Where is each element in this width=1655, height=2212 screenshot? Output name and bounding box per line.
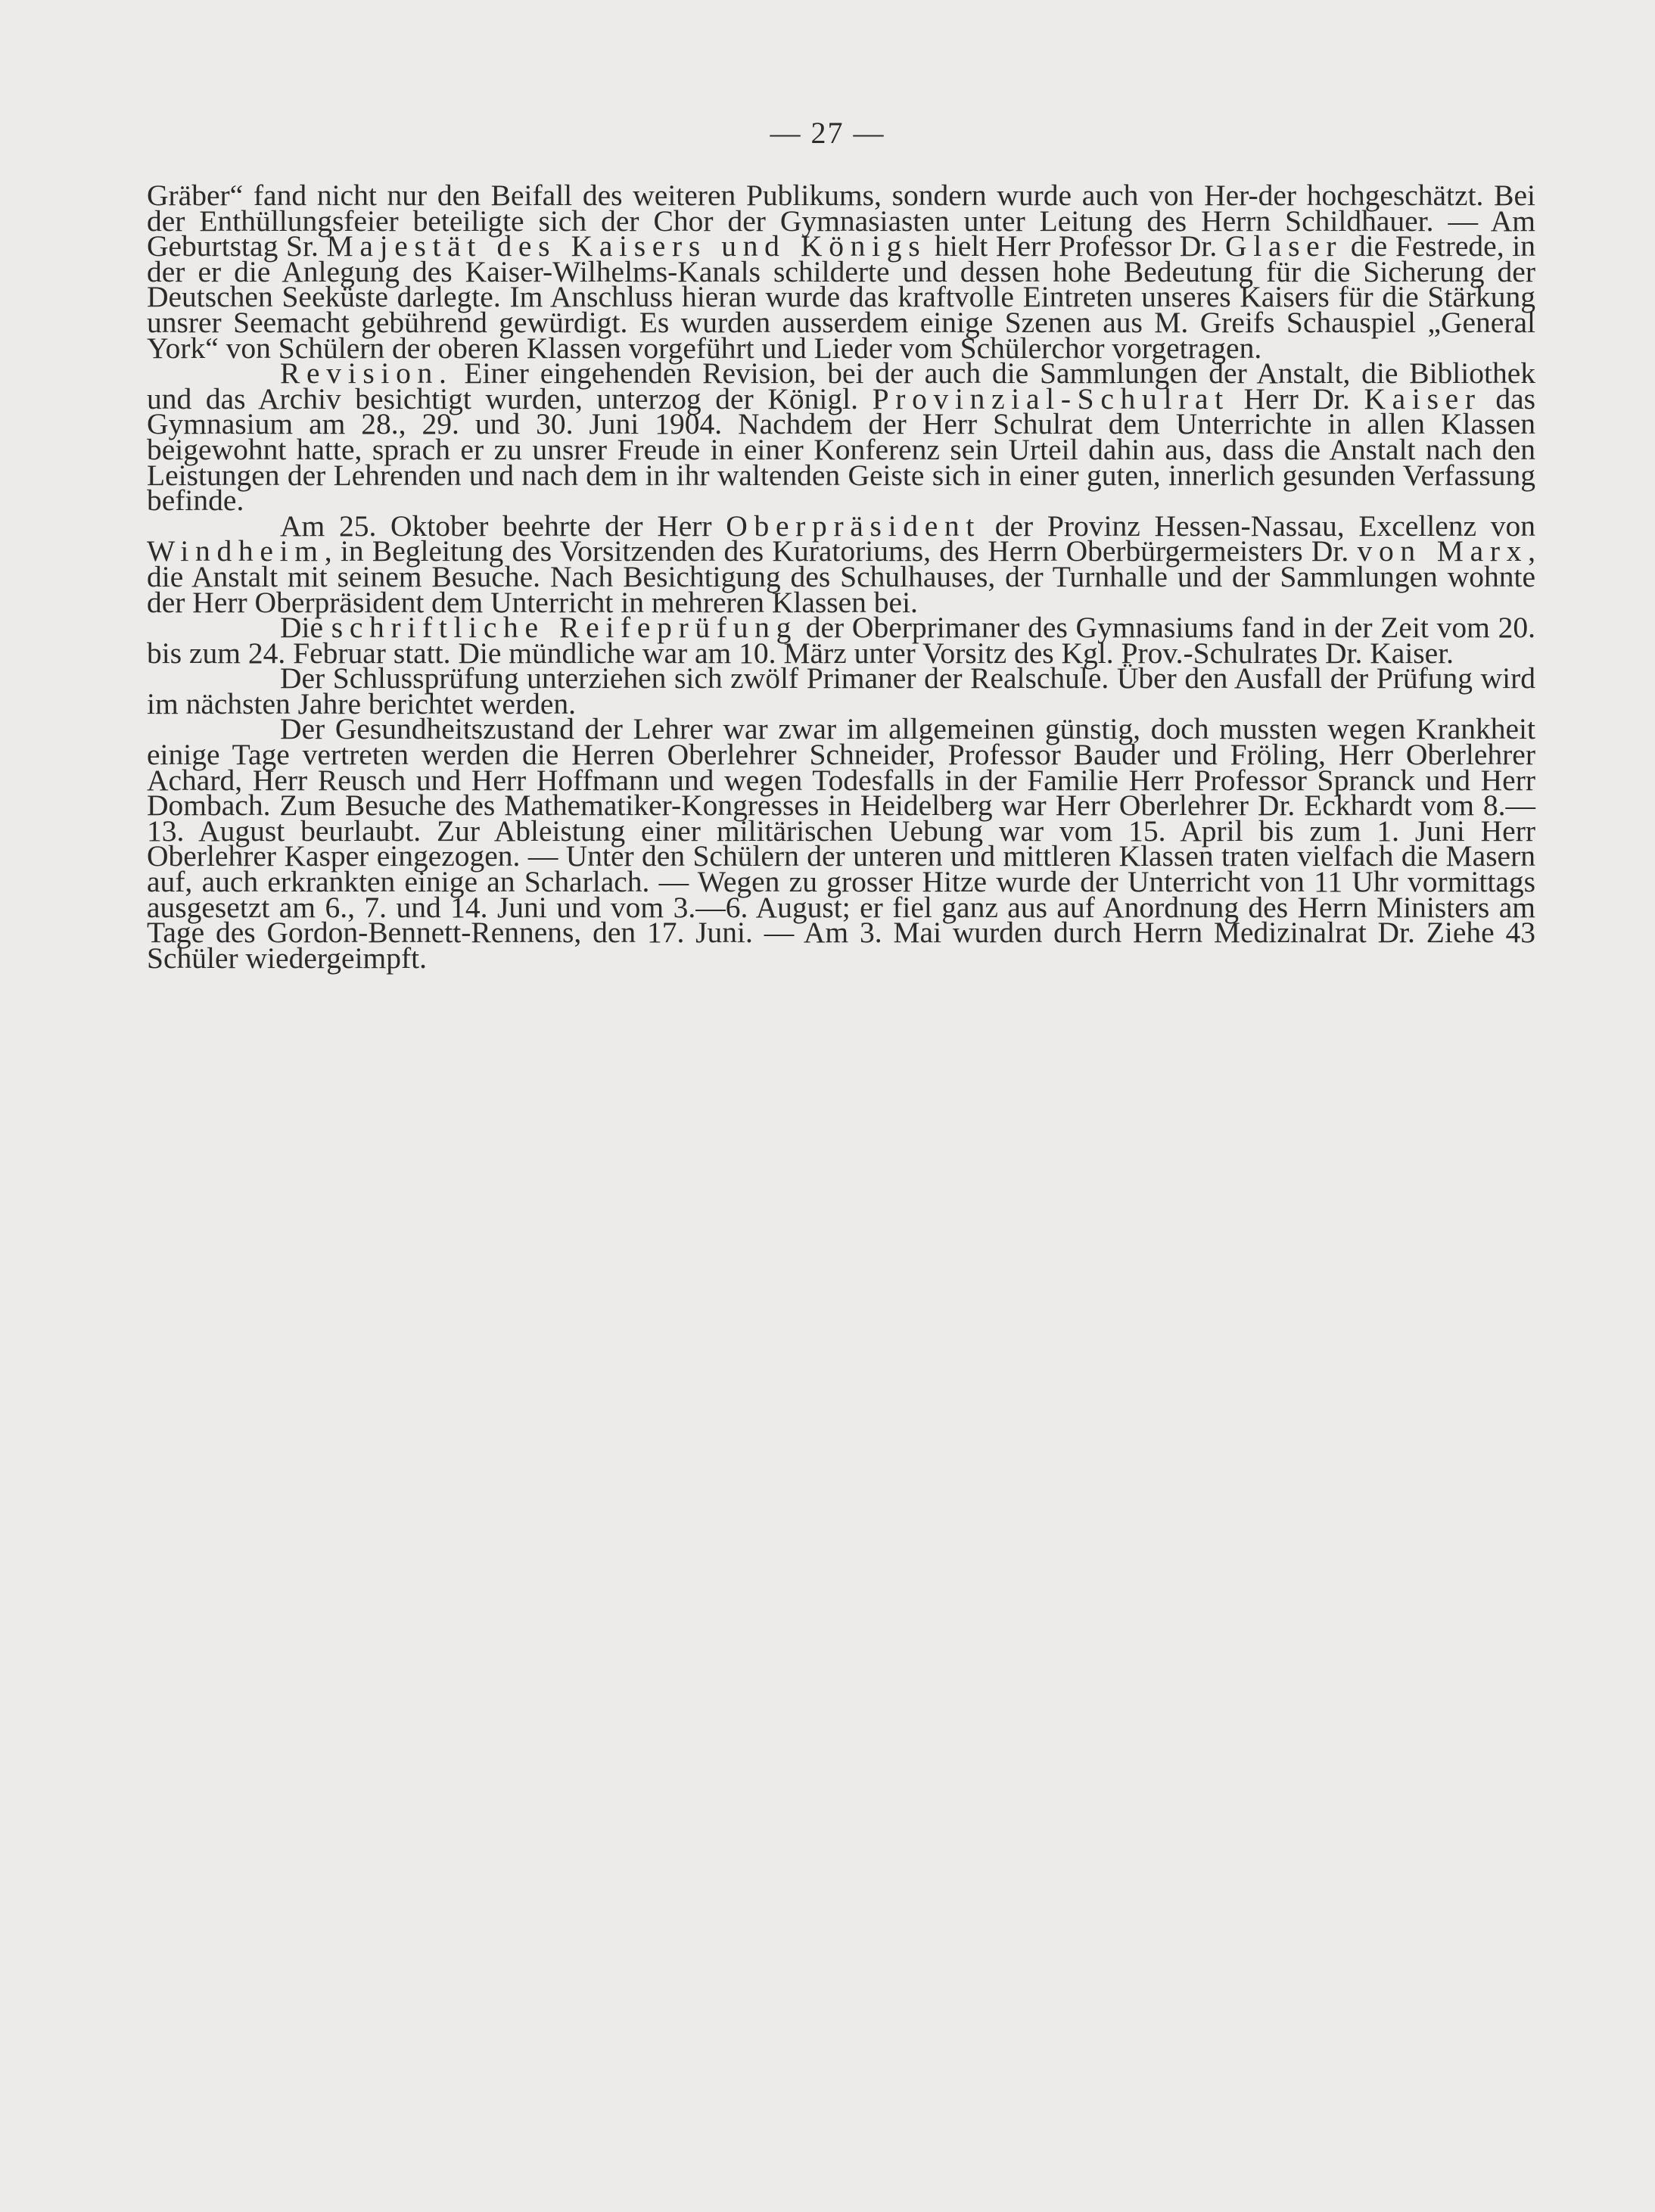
paragraph-reifepruefung [147,611,1535,670]
paragraph-gesundheitszustand [147,712,1535,975]
page-number: — 27 — [770,116,885,150]
text-segment: Einer eingehenden Revision, bei der auch die Sammlungen der Anstalt, die Bibliothek und das Archiv besichtigt wurden, unterzog der Königl. [147,356,1535,415]
spaced-emphasis: Oberpräsident [726,509,981,543]
paragraph-revision [147,356,1535,518]
spaced-emphasis: Glaser [1224,229,1343,263]
text-segment: der Provinz Hessen-Nassau, Excellenz von [981,509,1535,543]
spaced-emphasis: Windheim [147,534,325,568]
spaced-emphasis: Kaiser [1364,381,1482,415]
text-segment: Gräber“ fand nicht nur den Beifall des weiteren Publikums, sondern wurde auch von Her-der hochgeschätzt. Bei der Enthüllungsfeier beteiligte sich der Chor der Gymnasiasten unter Leitung des Herrn Schildhauer. — Am Geburtstag Sr. [147,179,1535,263]
spaced-emphasis: Revision. [280,356,453,390]
spaced-emphasis: Majestät des Kaisers und Königs [326,229,927,263]
spaced-emphasis: Provinzial-Schulrat [872,381,1230,415]
text-segment: Der Gesundheitszustand der Lehrer war zwar im allgemeinen günstig, doch mussten wegen Krankheit einige Tage vertreten werden die Herren Oberlehrer Schneider, Professor Bauder und Fröling, Herr Oberlehrer Achard, Herr Reusch und Herr Hoffmann und wegen Todesfalls in der Familie Herr Professor Spranck und Herr Dombach. Zum Besuche des Mathematiker-Kongresses in Heidelberg war Herr Oberlehrer Dr. Eckhardt vom 8.—13. August beurlaubt. Zur Ableistung einer militärischen Uebung war vom 15. April bis zum 1. Juni Herr Oberlehrer Kasper eingezogen. — Unter den Schülern der unteren und mittleren Klassen traten vielfach die Masern auf, auch erkrankten einige an Scharlach. — Wegen zu grosser Hitze wurde der Unterricht von 11 Uhr vormittags ausgesetzt am 6., 7. und 14. Juni und vom 3.—6. August; er fiel ganz aus auf Anordnung des Herrn Ministers am Tage des Gordon-Bennett-Rennens, den 17. Juni. — Am 3. Mai wurden durch Herrn Medizinalrat Dr. Ziehe 43 Schüler wiedergeimpft. [147,712,1535,975]
text-segment: Die [280,611,331,645]
text-segment: Der Schlussprüfung unterziehen sich zwölf Primaner der Realschule. Über den Ausfall der Prüfung wird im nächsten Jahre berichtet werden. [147,661,1535,720]
body-text [147,179,1536,975]
paragraph-oberpraesident-visit [147,509,1536,619]
text-segment: Herr Dr. [1229,381,1364,415]
paragraph-festivities [147,179,1536,365]
text-segment: die Festrede, in der er die Anlegung des Kaiser-Wilhelms-Kanals schilderte und dessen hohe Bedeutung für die Sicherung der Deutschen Seeküste darlegte. Im Anschluss hieran wurde das kraftvolle Eintreten unseres Kaisers für die Stärkung unsrer Seemacht gebührend gewürdigt. Es wurden ausserdem einige Szenen aus M. Greifs Schauspiel „General York“ von Schülern der oberen Klassen vorgeführt und Lieder vom Schülerchor vorgetragen. [147,229,1536,365]
text-segment: , in Begleitung des Vorsitzenden des Kuratoriums, des Herrn Oberbürgermeisters Dr. [324,534,1358,568]
paragraph-schlusspruefung [147,661,1535,720]
text-segment: Am 25. Oktober beehrte der Herr [280,509,726,543]
text-segment: hielt Herr Professor Dr. [926,229,1225,263]
text-segment: der Oberprimaner des Gymnasiums fand in der Zeit vom 20. bis zum 24. Februar statt. Die mündliche war am 10. März unter Vorsitz des Kgl. Prov.-Schulrates Dr. Kaiser. [147,611,1535,670]
text-segment: das Gymnasium am 28., 29. und 30. Juni 1904. Nachdem der Herr Schulrat dem Unterrichte in allen Klassen beigewohnt hatte, sprach er zu unsrer Freude in einer Konferenz sein Urteil dahin aus, dass die Anstalt nach den Leistungen der Lehrenden und nach dem in ihr waltenden Geiste sich in einer guten, innerlich gesunden Verfassung befinde. [147,381,1535,518]
spaced-emphasis: schriftliche Reifeprüfung [331,611,798,645]
text-segment: , die Anstalt mit seinem Besuche. Nach Besichtigung des Schulhauses, der Turnhalle und der Sammlungen wohnte der Herr Oberpräsident dem Unterricht in mehreren Klassen bei. [147,534,1536,619]
spaced-emphasis: von Marx [1357,534,1529,568]
